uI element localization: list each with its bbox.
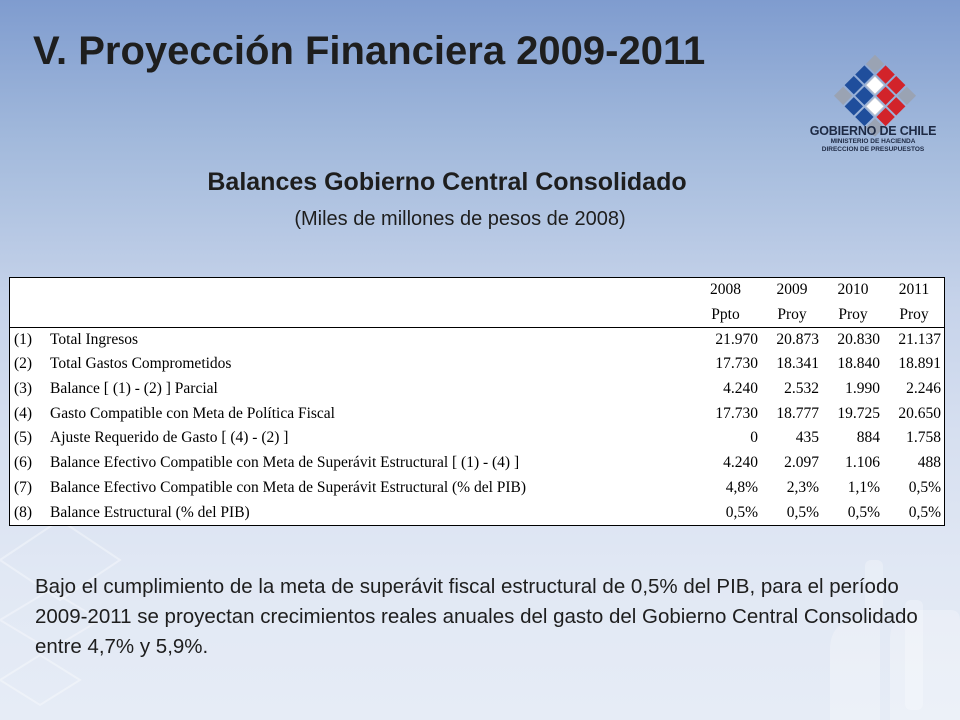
row-label-text: Balance Efectivo Compatible con Meta de Superávit Estructural (% del PIB): [50, 478, 527, 496]
row-label-text: Ajuste Requerido de Gasto [ (4) - (2) ]: [50, 429, 289, 447]
table-row: [10, 327, 944, 352]
table-row: [10, 476, 944, 501]
units-note: (Miles de millones de pesos de 2008): [294, 208, 626, 230]
header-row-years: [10, 278, 944, 303]
table-title: Balances Gobierno Central Consolidado: [207, 168, 687, 196]
table-cell: 0: [750, 429, 758, 447]
row-label: [10, 401, 689, 426]
table-cell: 488: [917, 454, 941, 472]
row-label: [10, 451, 689, 476]
row-label-text: Total Gastos Comprometidos: [50, 355, 232, 373]
table-cell: 2,3%: [786, 478, 819, 496]
table-cell: 17.730: [715, 404, 758, 422]
table-cell: 4.240: [723, 380, 758, 398]
row-label-text: Total Ingresos: [50, 330, 139, 348]
row-number: (2): [14, 355, 33, 373]
table-cell: 2.097: [784, 454, 819, 472]
table-cell: 4.240: [723, 454, 758, 472]
table-cell: 20.873: [761, 327, 822, 352]
row-label-text: Balance Estructural (% del PIB): [50, 503, 250, 521]
balance-table: [10, 278, 944, 525]
row-label: [10, 476, 689, 501]
year-header: 2009: [776, 281, 808, 299]
table-cell: 1.758: [906, 429, 941, 447]
row-number: (1): [14, 330, 33, 348]
table-cell: 2.246: [906, 380, 941, 398]
header-empty: [10, 278, 689, 303]
table-cell: 0,5%: [908, 503, 941, 521]
year-header: 2011: [898, 281, 930, 299]
table-row: [10, 401, 944, 426]
table-cell: 18.341: [776, 355, 819, 373]
row-number: (3): [14, 380, 33, 398]
table-cell: 1.990: [845, 380, 880, 398]
table-cell: 18.840: [837, 355, 880, 373]
row-label-text: Balance [ (1) - (2) ] Parcial: [50, 380, 218, 398]
row-number: (5): [14, 429, 33, 447]
table-cell: 4,8%: [725, 478, 758, 496]
table-cell: 435: [795, 429, 819, 447]
table-cell: 0,5%: [847, 503, 880, 521]
slide-title: V. Proyección Financiera 2009-2011: [33, 29, 706, 73]
table-row: [10, 352, 944, 377]
table-cell: 20.830: [822, 327, 883, 352]
logo-line-3: DIRECCION DE PRESUPUESTOS: [821, 146, 925, 153]
table-cell: 21.137: [883, 327, 944, 352]
row-label: [10, 426, 689, 451]
kind-header: Proy: [838, 305, 868, 323]
table-cell: 2.532: [784, 380, 819, 398]
table-row: [10, 426, 944, 451]
summary-paragraph: Bajo el cumplimiento de la meta de superávit fiscal estructural de 0,5% del PIB, para el período 2009-2011 se proyectan crecimientos reales anuales del gasto del Gobierno Central Consolidado entre 4,7% y 5,9%.: [35, 575, 918, 658]
row-label-text: Gasto Compatible con Meta de Política Fiscal: [50, 404, 335, 422]
table-row: [10, 451, 944, 476]
logo-line-2: MINISTERIO DE HACIENDA: [830, 138, 916, 145]
row-number: (8): [14, 503, 33, 521]
row-label: [10, 377, 689, 402]
logo-line-1: GOBIERNO DE CHILE: [809, 124, 937, 138]
table-cell: 18.891: [898, 355, 941, 373]
year-header: 2008: [710, 281, 741, 299]
table-row: [10, 377, 944, 402]
row-label: [10, 352, 689, 377]
row-number: (6): [14, 454, 33, 472]
table-cell: 19.725: [837, 404, 880, 422]
table-cell: 0,5%: [786, 503, 819, 521]
gobierno-logo-text: [808, 124, 938, 154]
table-cell: 17.730: [715, 355, 758, 373]
table-cell: 884: [856, 429, 880, 447]
row-label: [10, 500, 689, 525]
year-header: 2010: [837, 281, 869, 299]
row-label: [10, 327, 689, 352]
table-cell: 21.970: [689, 327, 761, 352]
row-label-text: Balance Efectivo Compatible con Meta de Superávit Estructural [ (1) - (4) ]: [50, 454, 520, 472]
kind-header: Proy: [899, 305, 929, 323]
table-cell: 1,1%: [847, 478, 880, 496]
kind-header: Ppto: [711, 305, 740, 323]
kind-header: Proy: [777, 305, 807, 323]
row-number: (4): [14, 404, 33, 422]
header-row-kinds: [10, 303, 944, 328]
balance-table-container: [9, 277, 945, 526]
table-cell: 18.777: [776, 404, 819, 422]
table-row: [10, 500, 944, 525]
table-cell: 0,5%: [725, 503, 758, 521]
row-number: (7): [14, 478, 33, 496]
table-cell: 1.106: [845, 454, 880, 472]
table-cell: 0,5%: [908, 478, 941, 496]
table-cell: 20.650: [898, 404, 941, 422]
header-empty: [10, 303, 689, 328]
